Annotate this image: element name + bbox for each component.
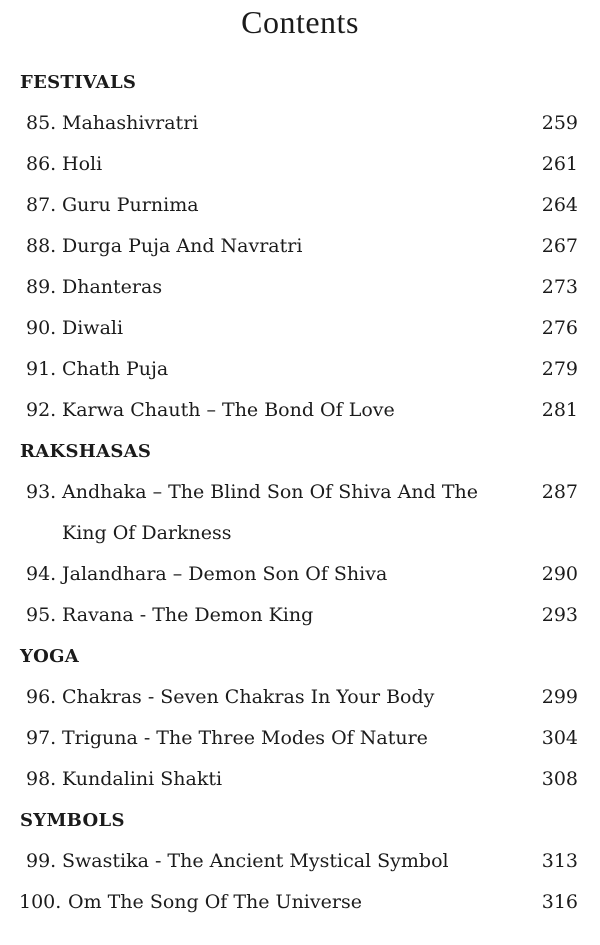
entry-number: 87. (26, 194, 57, 216)
toc-entry (0, 677, 600, 718)
entry-number: 98. (26, 768, 57, 790)
entry-number: 86. (26, 153, 57, 175)
toc-entry (0, 226, 600, 267)
entry-title: Guru Purnima (62, 194, 199, 216)
entry-number: 91. (26, 358, 57, 380)
entry-title: Dhanteras (62, 276, 163, 298)
entry-page: 261 (541, 153, 578, 175)
toc-entry (0, 390, 600, 431)
toc-entry (0, 759, 600, 800)
entry-title: Ravana - The Demon King (62, 604, 314, 626)
toc-entry (0, 595, 600, 636)
section-heading-rakshasas: RAKSHASAS (20, 441, 152, 462)
entry-page: 299 (541, 686, 578, 708)
entry-page: 290 (541, 563, 578, 585)
entry-number: 90. (26, 317, 57, 339)
entry-title: Diwali (62, 317, 124, 339)
section-heading-symbols: SYMBOLS (20, 810, 125, 831)
entry-number: 94. (26, 563, 57, 585)
entry-page: 267 (541, 235, 578, 257)
entry-title: Chath Puja (62, 358, 169, 380)
entry-title: Jalandhara – Demon Son Of Shiva (62, 563, 388, 585)
entry-title-line-2: King Of Darkness (62, 522, 232, 544)
toc-entry (0, 103, 600, 144)
toc-entry (0, 349, 600, 390)
entry-page: 264 (541, 194, 578, 216)
entry-title: Karwa Chauth – The Bond Of Love (62, 399, 395, 421)
toc-entry (0, 185, 600, 226)
entry-page: 316 (541, 891, 578, 913)
entry-number: 99. (26, 850, 57, 872)
entry-number: 85. (26, 112, 57, 134)
entry-number: 100. (19, 891, 62, 913)
entry-title: Durga Puja And Navratri (62, 235, 303, 257)
entry-title: Holi (62, 153, 103, 175)
entry-page: 308 (541, 768, 578, 790)
toc-entry (0, 882, 600, 923)
entry-page: 313 (541, 850, 578, 872)
toc-entry (0, 308, 600, 349)
entry-number: 96. (26, 686, 57, 708)
entry-number: 88. (26, 235, 57, 257)
page-title: Contents (241, 4, 359, 40)
entry-title-line-1: Andhaka – The Blind Son Of Shiva And The (62, 481, 478, 503)
entry-title: Swastika - The Ancient Mystical Symbol (62, 850, 449, 872)
entry-number: 93. (26, 481, 57, 503)
entry-page: 287 (541, 481, 578, 503)
toc-entry (0, 144, 600, 185)
entry-number: 95. (26, 604, 57, 626)
section-heading-festivals: FESTIVALS (20, 72, 137, 93)
entry-number: 92. (26, 399, 57, 421)
entry-title: Mahashivratri (62, 112, 199, 134)
entry-number: 97. (26, 727, 57, 749)
entry-page: 279 (541, 358, 578, 380)
entry-page: 273 (541, 276, 578, 298)
toc-entry (0, 554, 600, 595)
toc-entry (0, 267, 600, 308)
entry-title: Om The Song Of The Universe (68, 891, 362, 913)
section-heading-yoga: YOGA (20, 646, 80, 667)
entry-title: Chakras - Seven Chakras In Your Body (62, 686, 435, 708)
entry-page: 276 (541, 317, 578, 339)
entry-title (62, 472, 512, 554)
entry-page: 281 (541, 399, 578, 421)
toc-entry (0, 718, 600, 759)
entry-title: Triguna - The Three Modes Of Nature (62, 727, 428, 749)
entry-page: 293 (541, 604, 578, 626)
table-of-contents (0, 62, 600, 923)
entry-page: 304 (541, 727, 578, 749)
toc-entry (0, 472, 600, 554)
toc-entry (0, 841, 600, 882)
entry-page: 259 (541, 112, 578, 134)
entry-title: Kundalini Shakti (62, 768, 223, 790)
entry-number: 89. (26, 276, 57, 298)
